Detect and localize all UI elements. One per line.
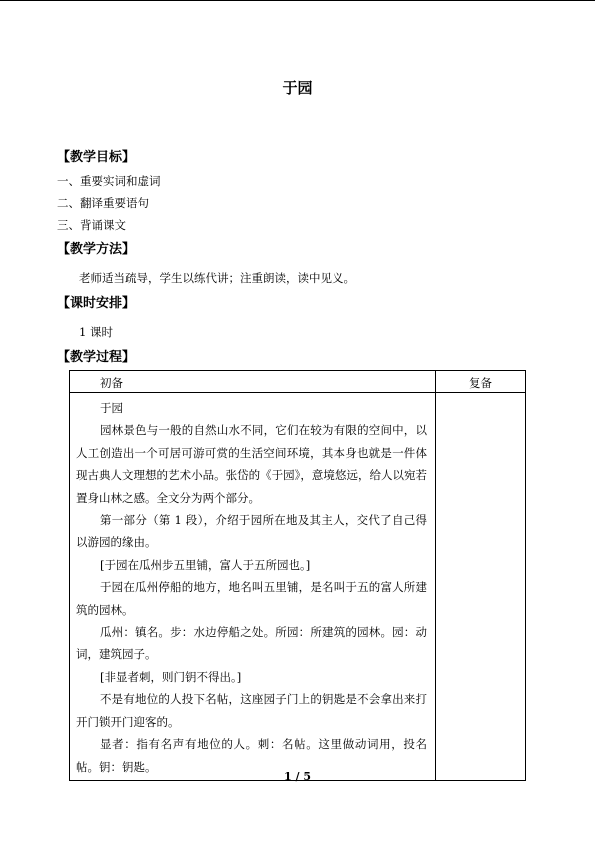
goal-item: 一、重要实词和虚词 [57,174,161,188]
quote: [非显者刺，则门钥不得出。] [100,669,242,684]
paragraph: 显者：指有名声有地位的人。刺：名帖。这里做动词用，投名帖。钥：钥匙。 [76,737,427,774]
method-heading: 【教学方法】 [57,242,136,257]
schedule-text: 1 课时 [79,325,113,339]
col-header-review: 复备 [436,371,526,393]
goals-heading: 【教学目标】 [57,150,136,165]
review-cell [436,393,526,781]
paragraph: 于园在瓜州停船的地方，地名叫五里铺，是名叫于五的富人所建筑的园林。 [76,580,427,617]
lesson-title: 于园 [100,401,123,415]
page-title: 于园 [282,79,313,97]
process-table [69,370,526,781]
page-number: 1 / 5 [284,770,311,783]
goal-item: 三、背诵课文 [57,218,126,232]
col-header-initial: 初备 [70,371,436,393]
paragraph: 不是有地位的人投下名帖，这座园子门上的钥匙是不会拿出来打开门锁开门迎客的。 [76,692,427,729]
method-text: 老师适当疏导，学生以练代讲；注重朗读，读中见义。 [79,271,355,285]
paragraph: 瓜州：镇名。步：水边停船之处。所园：所建筑的园林。园：动词，建筑园子。 [76,625,427,662]
top-rule [0,0,595,1]
goal-item: 二、翻译重要语句 [57,196,149,210]
paragraph: 第一部分（第 1 段），介绍于园所在地及其主人，交代了自己得以游园的缘由。 [76,513,427,550]
schedule-heading: 【课时安排】 [57,296,136,311]
initial-prep-cell [70,393,436,781]
paragraph: 园林景色与一般的自然山水不同，它们在较为有限的空间中，以人工创造出一个可居可游可赏的生活空间环境，其本身也就是一件体现古典人文理想的艺术小品。张岱的《于园》，意境悠远，给人以宛若置身山林之感。全文分为两个部分。 [76,423,427,505]
process-heading: 【教学过程】 [57,350,136,365]
quote: [于园在瓜州步五里铺，富人于五所园也。] [100,557,311,572]
